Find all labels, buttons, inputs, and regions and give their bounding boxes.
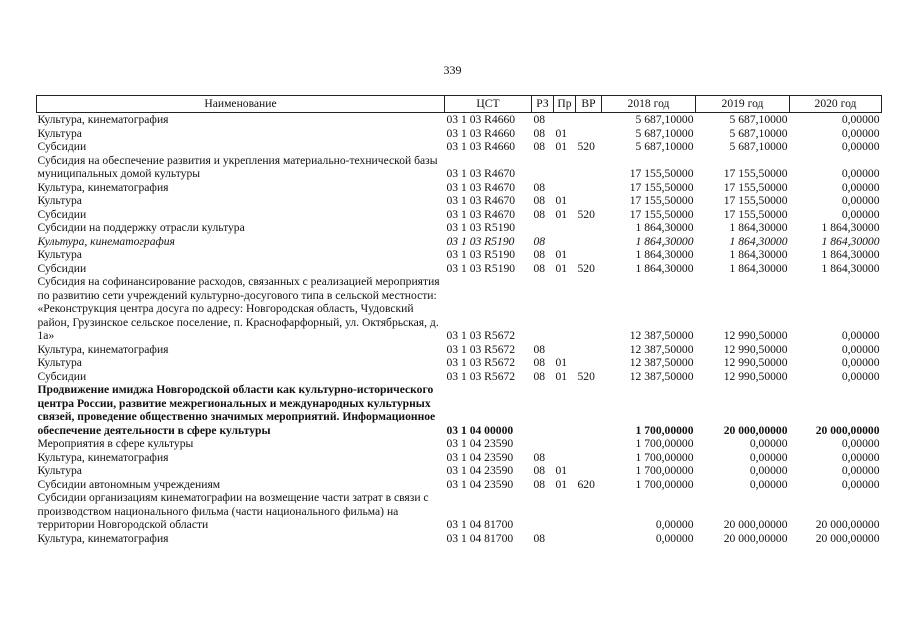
cell-vr: 520 <box>577 140 595 153</box>
cell-cst: 03 1 03 R4660 <box>446 126 516 140</box>
cell-2018: 17 155,50000 <box>629 167 694 180</box>
col-header-vr: ВР <box>576 96 602 113</box>
cell-name: Субсидии <box>37 140 87 153</box>
cell-pr <box>554 275 576 343</box>
cell-2020: 0,00000 <box>841 113 880 126</box>
cell-pr: 01 <box>555 126 568 140</box>
cell-rz: 08 <box>533 113 546 126</box>
cell-vr <box>576 532 602 546</box>
cell-rz: 08 <box>533 342 546 356</box>
cell-cst: 03 1 03 R4670 <box>446 207 516 221</box>
cell-pr <box>554 532 576 546</box>
cell-pr <box>554 154 576 181</box>
cell-rz: 08 <box>533 234 546 248</box>
table-row <box>37 356 882 370</box>
cell-cst: 03 1 03 R4670 <box>446 167 516 180</box>
cell-cst: 03 1 03 R5190 <box>446 234 515 248</box>
cell-name: Субсидии на поддержку отрасли культура <box>37 221 245 234</box>
cell-2019: 12 990,50000 <box>723 342 788 356</box>
cell-name: Культура, кинематография <box>37 450 169 464</box>
cell-rz <box>532 491 554 532</box>
cell-cst: 03 1 04 00000 <box>446 423 514 437</box>
cell-rz: 08 <box>533 248 546 261</box>
cell-2020: 0,00000 <box>841 167 880 180</box>
cell-name: Субсидии <box>37 207 87 221</box>
cell-cst: 03 1 04 23590 <box>446 464 514 477</box>
cell-2019: 12 990,50000 <box>723 329 788 342</box>
cell-2020: 1 864,30000 <box>821 221 880 234</box>
table-row <box>37 113 882 127</box>
cell-name: Мероприятия в сфере культуры <box>37 437 194 450</box>
cell-rz <box>532 221 554 235</box>
col-header-rz: РЗ <box>532 96 554 113</box>
cell-2020: 0,00000 <box>841 464 880 477</box>
cell-2019: 5 687,10000 <box>729 140 788 153</box>
col-header-2020: 2020 год <box>790 96 882 113</box>
cell-2020: 0,00000 <box>841 194 880 207</box>
cell-2019: 17 155,50000 <box>723 167 788 180</box>
cell-pr <box>554 181 576 195</box>
table-row <box>37 248 882 262</box>
table-row <box>37 383 882 437</box>
table-body <box>37 113 882 546</box>
cell-2019: 1 864,30000 <box>729 234 788 248</box>
table-row <box>37 221 882 235</box>
cell-name: Культура, кинематография <box>37 113 169 126</box>
cell-name: Культура, кинематография <box>37 531 169 545</box>
cell-vr <box>576 194 602 208</box>
cell-pr: 01 <box>555 207 568 221</box>
cell-pr <box>554 491 576 532</box>
cell-2019: 0,00000 <box>749 464 788 477</box>
cell-vr <box>576 437 602 451</box>
table-row <box>37 262 882 276</box>
cell-pr: 01 <box>555 140 568 153</box>
cell-2020: 0,00000 <box>841 477 880 491</box>
cell-2018: 12 387,50000 <box>629 342 694 356</box>
cell-2020: 0,00000 <box>841 369 880 383</box>
table-row <box>37 154 882 181</box>
table-row <box>37 532 882 546</box>
cell-name: Субсидии <box>37 369 87 383</box>
cell-cst: 03 1 04 23590 <box>446 450 514 464</box>
cell-pr: 01 <box>555 356 568 369</box>
cell-rz <box>532 275 554 343</box>
table-header-row <box>37 96 882 113</box>
cell-cst: 03 1 03 R5190 <box>446 261 516 275</box>
cell-pr <box>554 343 576 357</box>
cell-cst: 03 1 04 81700 <box>446 531 514 545</box>
cell-2019: 20 000,00000 <box>723 518 788 531</box>
cell-vr <box>576 181 602 195</box>
cell-name: Культура, кинематография <box>37 234 175 248</box>
cell-cst: 03 1 03 R4670 <box>446 180 516 194</box>
cell-rz: 08 <box>533 207 546 221</box>
cell-2019: 0,00000 <box>749 477 788 491</box>
cell-2018: 0,00000 <box>655 531 694 545</box>
cell-2020: 0,00000 <box>841 140 880 153</box>
cell-name: Культура, кинематография <box>37 180 169 194</box>
cell-cst: 03 1 03 R4660 <box>446 113 516 126</box>
cell-2018: 1 864,30000 <box>635 261 694 275</box>
table-row <box>37 181 882 195</box>
cell-cst: 03 1 03 R4670 <box>446 194 516 207</box>
cell-rz: 08 <box>533 464 546 477</box>
cell-2019: 12 990,50000 <box>723 356 788 369</box>
cell-2019: 5 687,10000 <box>729 126 788 140</box>
cell-pr <box>554 437 576 451</box>
cell-name: Субсидии <box>37 261 87 275</box>
table-row <box>37 235 882 249</box>
cell-pr <box>554 451 576 465</box>
cell-rz: 08 <box>533 356 546 369</box>
cell-2018: 1 700,00000 <box>635 450 694 464</box>
cell-2018: 1 700,00000 <box>635 437 694 450</box>
cell-2018: 12 387,50000 <box>629 369 694 383</box>
cell-rz <box>532 154 554 181</box>
cell-2018: 1 864,30000 <box>635 221 694 234</box>
cell-pr: 01 <box>555 464 568 477</box>
cell-vr <box>576 235 602 249</box>
cell-pr <box>554 113 576 127</box>
cell-2018: 12 387,50000 <box>629 356 694 369</box>
cell-2019: 5 687,10000 <box>729 113 788 126</box>
cell-name: Субсидии организациям кинематографии на возмещение части затрат в связи с производством национального фильма (части национального фильма) на территории Новгородской области <box>37 491 429 531</box>
cell-vr: 520 <box>577 369 595 383</box>
cell-2020: 1 864,30000 <box>821 261 880 275</box>
cell-rz: 08 <box>533 194 546 207</box>
cell-vr <box>576 127 602 141</box>
cell-cst: 03 1 03 R4660 <box>446 140 516 153</box>
cell-vr <box>576 356 602 370</box>
cell-2018: 17 155,50000 <box>629 194 694 207</box>
cell-rz <box>532 437 554 451</box>
page-number: 339 <box>443 63 462 77</box>
cell-2020: 1 864,30000 <box>821 248 880 261</box>
cell-2018: 5 687,10000 <box>635 140 694 153</box>
cell-cst: 03 1 04 23590 <box>446 477 514 491</box>
table-row <box>37 370 882 384</box>
cell-2019: 17 155,50000 <box>723 207 788 221</box>
cell-2020: 0,00000 <box>841 342 880 356</box>
cell-2020: 0,00000 <box>841 437 880 450</box>
table-row <box>37 194 882 208</box>
cell-pr <box>554 221 576 235</box>
cell-2020: 0,00000 <box>841 329 880 342</box>
table-row <box>37 478 882 492</box>
cell-2020: 1 864,30000 <box>821 234 880 248</box>
cell-2018: 0,00000 <box>655 518 694 531</box>
cell-2020: 20 000,00000 <box>815 423 880 437</box>
cell-pr: 01 <box>555 261 568 275</box>
cell-rz: 08 <box>533 261 546 275</box>
cell-vr <box>576 154 602 181</box>
cell-2020: 20 000,00000 <box>815 518 880 531</box>
cell-vr <box>576 275 602 343</box>
col-header-pr: Пр <box>554 96 576 113</box>
cell-name: Культура <box>37 356 82 369</box>
cell-cst: 03 1 03 R5672 <box>446 342 516 356</box>
cell-rz: 08 <box>533 477 546 491</box>
cell-cst: 03 1 03 R5190 <box>446 248 516 261</box>
table-row <box>37 275 882 343</box>
table-row <box>37 437 882 451</box>
cell-2019: 17 155,50000 <box>723 180 788 194</box>
cell-2018: 17 155,50000 <box>629 180 694 194</box>
table-row <box>37 127 882 141</box>
col-header-2018: 2018 год <box>602 96 696 113</box>
cell-2019: 0,00000 <box>749 450 788 464</box>
table-row <box>37 491 882 532</box>
cell-2020: 0,00000 <box>841 126 880 140</box>
table-row <box>37 208 882 222</box>
cell-vr <box>576 451 602 465</box>
cell-pr <box>554 235 576 249</box>
cell-cst: 03 1 03 R5672 <box>446 369 516 383</box>
table-row <box>37 464 882 478</box>
cell-vr <box>576 383 602 437</box>
cell-pr: 01 <box>555 248 568 261</box>
cell-2018: 12 387,50000 <box>629 329 694 342</box>
cell-cst: 03 1 03 R5672 <box>446 329 516 342</box>
cell-2018: 1 700,00000 <box>635 477 694 491</box>
cell-pr: 01 <box>555 369 568 383</box>
table-row <box>37 140 882 154</box>
cell-2018: 5 687,10000 <box>635 113 694 126</box>
cell-2018: 17 155,50000 <box>629 207 694 221</box>
budget-table <box>36 95 882 545</box>
cell-vr: 620 <box>577 477 595 491</box>
cell-rz: 08 <box>533 531 546 545</box>
cell-cst: 03 1 04 81700 <box>446 518 514 531</box>
cell-2019: 20 000,00000 <box>723 531 788 545</box>
cell-vr <box>576 113 602 127</box>
cell-2020: 0,00000 <box>841 207 880 221</box>
cell-name: Субсидия на софинансирование расходов, связанных с реализацией мероприятия по развитию сети учреждений культурно-досугового типа в сельской местности: «Реконструкция центра досуга по адресу: Новгородская область, Чудовский район, Грузинское сельское поселение, п. Краснофарфорный, ул. Октябрьская, д. 1а» <box>37 275 440 342</box>
cell-rz: 08 <box>533 180 546 194</box>
cell-2018: 5 687,10000 <box>635 126 694 140</box>
cell-2019: 0,00000 <box>749 437 788 450</box>
col-header-name: Наименование <box>37 96 445 113</box>
cell-2018: 1 864,30000 <box>635 234 694 248</box>
cell-rz: 08 <box>533 126 546 140</box>
col-header-cst: ЦСТ <box>445 96 532 113</box>
cell-vr <box>576 343 602 357</box>
cell-2020: 0,00000 <box>841 450 880 464</box>
cell-vr <box>576 464 602 478</box>
table-row <box>37 343 882 357</box>
cell-cst: 03 1 03 R5190 <box>446 221 516 234</box>
cell-2019: 20 000,00000 <box>723 423 788 437</box>
cell-vr: 520 <box>577 261 595 275</box>
cell-name: Субсидия на обеспечение развития и укрепления материально-технической базы муниципальных домой культуры <box>37 153 438 180</box>
cell-2018: 1 700,00000 <box>635 423 694 437</box>
cell-pr: 01 <box>555 194 568 207</box>
cell-cst: 03 1 04 23590 <box>446 437 514 450</box>
cell-name: Культура <box>37 194 82 207</box>
cell-rz: 08 <box>533 140 546 153</box>
cell-pr <box>554 383 576 437</box>
cell-cst: 03 1 03 R5672 <box>446 356 516 369</box>
cell-pr: 01 <box>555 477 568 491</box>
col-header-2019: 2019 год <box>696 96 790 113</box>
cell-2020: 0,00000 <box>841 180 880 194</box>
cell-name: Культура <box>37 464 82 477</box>
cell-2019: 17 155,50000 <box>723 194 788 207</box>
cell-vr: 520 <box>577 207 595 221</box>
cell-vr <box>576 248 602 262</box>
cell-vr <box>576 491 602 532</box>
cell-name: Культура <box>37 248 82 261</box>
cell-2018: 1 700,00000 <box>635 464 694 477</box>
cell-name: Субсидии автономным учреждениям <box>37 477 221 491</box>
cell-2020: 20 000,00000 <box>815 531 880 545</box>
cell-rz <box>532 383 554 437</box>
cell-rz: 08 <box>533 369 546 383</box>
cell-name: Культура, кинематография <box>37 342 169 356</box>
cell-2019: 1 864,30000 <box>729 248 788 261</box>
cell-name: Культура <box>37 126 82 140</box>
cell-rz: 08 <box>533 450 546 464</box>
cell-2020: 0,00000 <box>841 356 880 369</box>
cell-2019: 1 864,30000 <box>729 221 788 234</box>
cell-2019: 1 864,30000 <box>729 261 788 275</box>
table-row <box>37 451 882 465</box>
cell-name: Продвижение имиджа Новгородской области как культурно-исторического центра России, развитие межрегиональных и международных культурных связей, проведение общественно значимых мероприятий. Информационное обеспечение деятельности в сфере культуры <box>37 383 436 437</box>
cell-2018: 1 864,30000 <box>635 248 694 261</box>
cell-vr <box>576 221 602 235</box>
cell-2019: 12 990,50000 <box>723 369 788 383</box>
